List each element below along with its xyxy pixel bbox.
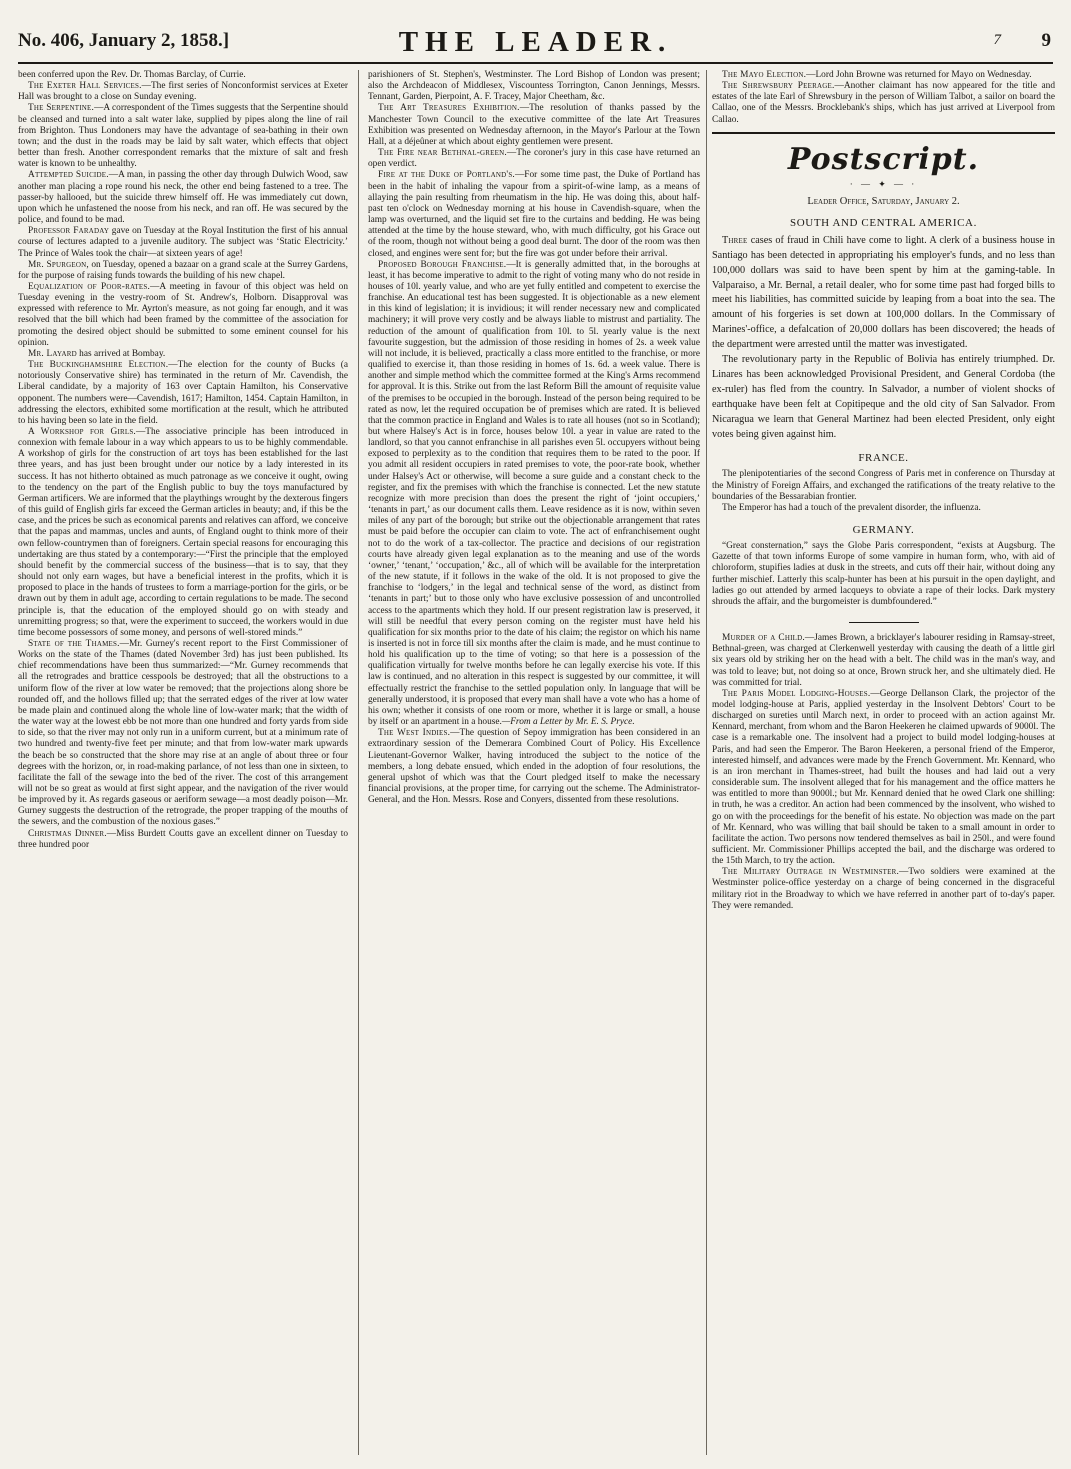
article-lead: Mr. Spurgeon, xyxy=(28,259,89,270)
article-text: —A correspondent of the Times suggests that the Serpentine should be cleansed and turned into a salt water lake, supplied by pipes along the line of rail from Brighton. Thus Londoners may have the advantage of sea-bathing in their own town; and the dust in the roads may be laid by salt water, which effects that object better than fresh. Another correspondent remarks that the mixture of salt and fresh water is known to be unhealthy. xyxy=(18,103,348,170)
column-3-bottom-articles xyxy=(712,633,1055,912)
article-lead: The Paris Model Lodging-Houses. xyxy=(722,688,871,699)
article-text: The revolutionary party in the Republic of Bolivia has entirely triumphed. Dr. Linares has been acknowledged Provisional President, and General Cordoba (the ex-ruler) has fled from the country. In Salvador, a number of violent shocks of earthquake have been felt at Copitipeque and the old city of San Salvador. From Nicaragua we learn that General Martinez had been elected President, only eight votes being given against him. xyxy=(712,354,1055,440)
article-paragraph xyxy=(712,541,1055,608)
article-lead: The Exeter Hall Services. xyxy=(28,81,142,92)
article-lead: The Art Treasures Exhibition. xyxy=(378,103,520,114)
article-text: been conferred upon the Rev. Dr. Thomas Barclay, of Currie. xyxy=(18,70,246,80)
article-lead: Equalization of Poor-rates. xyxy=(28,281,151,292)
article-paragraph xyxy=(712,234,1055,353)
article-paragraph xyxy=(712,81,1055,126)
newspaper-title: THE LEADER. xyxy=(398,26,673,58)
article-paragraph xyxy=(18,282,348,349)
article-lead: The West Indies. xyxy=(378,728,451,739)
article-lead: The Buckinghamshire Election. xyxy=(28,360,169,371)
article-paragraph xyxy=(712,689,1055,868)
article-text: —Two soldiers were examined at the Westminster police-office yesterday on a charge of being concerned in the disgraceful military riot in the Broadway to which we have referred in another part of to-day's paper. They were remanded. xyxy=(712,867,1055,911)
article-paragraph xyxy=(368,728,700,806)
section-south-america xyxy=(712,234,1055,443)
article-lead: Murder of a Child. xyxy=(722,633,805,644)
article-text: —A man, in passing the other day through Dulwich Wood, saw another man placing a rope round his neck, the other end being fastened to a tree. The passer-by hallooed, but the suicide threw himself off. He was immediately cut down, upon which he unfastened the noose from his neck, and ran off. He was secured by the police, and found to be mad. xyxy=(18,170,348,226)
article-paragraph xyxy=(368,70,700,103)
column-rule xyxy=(358,70,359,1455)
article-text: —The coroner's jury in this case have returned an open verdict. xyxy=(368,148,700,170)
article-paragraph xyxy=(18,829,348,851)
article-text: —The first series of Nonconformist services at Exeter Hall was brought to a close on Sunday evening. xyxy=(18,81,348,103)
column-3 xyxy=(712,70,1055,1462)
section-divider xyxy=(849,622,919,623)
article-text: —James Brown, a bricklayer's labourer residing in Ramsay-street, Bethnal-green, was charged at Clerkenwell yesterday with causing the death of a little girl six years old by striking her on the head with a belt. The child was in the man's way, and was told to leave; but, not doing so at once, Brown struck her, and she ultimately died. He was committed for trial. xyxy=(712,633,1055,688)
article-paragraph xyxy=(368,148,700,170)
article-paragraph xyxy=(712,503,1055,514)
article-paragraph xyxy=(712,867,1055,912)
article-paragraph xyxy=(18,81,348,103)
article-lead: The Mayo Election. xyxy=(722,70,807,80)
article-lead: Professor Faraday xyxy=(28,226,110,237)
article-paragraph xyxy=(18,349,348,360)
article-lead: A Workshop for Girls. xyxy=(28,427,136,437)
article-text: —The election for the county of Bucks (a notoriously Conservative shire) has terminated in the return of Mr. Cavendish, the Liberal candidate, by a majority of 163 over Captain Hamilton, his Conservative opponent. The numbers were—Cavendish, 1617; Hamilton, 1454. Captain Hamilton, in addressing the electors, exhibited some mortification at the result, which he attributed to his having been so late in the field. xyxy=(18,360,348,426)
article-lead: The Fire near Bethnal-green. xyxy=(378,148,507,159)
postscript-title: Postscript. xyxy=(787,141,980,177)
article-paragraph xyxy=(18,427,348,639)
section-heading-germany: GERMANY. xyxy=(852,524,915,537)
article-paragraph xyxy=(18,260,348,282)
article-text: —It is generally admitted that, in the boroughs at least, it has become imperative to admit to the right of voting many who do not reside in houses of 10l. yearly value, and who are yet fully entitled and competent to exercise the franchise. An educational test has been suggested. It is objectionable as a new element in this kind of legislation; it is invidious; it will render necessary new and complicated machinery; it will prove very costly and be always liable to mistrust and partiality. The reduction of the amount of qualification from 10l. to 5l. yearly value is the next favourite suggestion, but the admission of those residing in homes of 2s. a week value will not include, it is believed, practically a class more entitled to the franchise, or more qualified to exercise it, than those residing in homes of 1s. 6d. a week value. There is another and simple method which the committee formed at the King's Arms recommend for approval. It is this. Strike out from the last Reform Bill the amount of requisite value of the premises to be occupied in the borough. Instead of the person being required to be rated as now, let the required occupation be of premises which are rated. It is believed that the common practice in England and Wales is to rate all houses (not so in Scotland); but where Halsey's Act is in force, houses below 10l. a year in value are rated to the landlord, so that you cannot enfranchise in all parishes even 5l. occupyers without being exposed to perplexity as to the condition that requires them to be rated to the poor. If you admit all resident occupiers in rated premises to vote, the poor-rate book, whether under Halsey's Act or otherwise, will become a sure guide and a constant check to the register, and fix the premises with which the franchise is connected. Let the new statute recognize with more precision than does the present the right of ‘joint occupiers,’ ‘tenants in part,’ as our document calls them. Leave residence as it is now, within seven miles of any part of the borough; but strike out the objectionable arrangement that rates must be paid before the occupier can claim to vote. The act of enfranchisement ought not to do the work of a tax-collector. The practice and decisions of our registration courts have already given legal explanation as to the meaning and use of the words ‘owner,’ ‘tenant,’ ‘occupation,’ &c., all of which will be available for the interpretation of the new statute, if it follows in the wake of the old. It is not proposed to give the franchise to ‘lodgers,’ in the legal and technical sense of the word, as distinct from ‘tenants in part;’ but to those only who have exclusive possession of and uncontrolled access to the apartments which they hold. If our present registration law is preserved, it will still be needful that every person coming on the register must have held his qualification for six months prior to the date of his claim; the registor on which his name is inserted is not in force till six months after the claim is made, and he must continue to hold his qualification up to the time of voting; so that here is a possession of the qualification virtually for twelve months before he can legally exercise his vote. If this law is continued, and no alteration in this respect is suggested by our committee, it will effectually restrict the franchise to the settled population only. In language that will be generally understood, it is proposed that every man shall have a vote who has a home of his own; whether it consists of one room or more, whether it is large or small, a house by itself or an apartment in a house. xyxy=(368,259,700,728)
article-text: parishioners of St. Stephen's, Westminster. The Lord Bishop of London was present; also the Archdeacon of Middlesex, Viscountess Torrington, Canon Jennings, Messrs. Tennant, Garden, Pierpoint, A. F. Tracey, Major Cheetham, &c. xyxy=(368,70,700,103)
article-paragraph xyxy=(18,170,348,226)
column-rule xyxy=(706,70,707,1455)
article-lead: Attempted Suicide. xyxy=(28,170,109,181)
article-text: —Miss Burdett Coutts gave an excellent dinner on Tuesday to three hundred poor xyxy=(18,828,348,850)
article-text: cases of fraud in Chili have come to light. A clerk of a business house in Santiago has been detected in appropriating his employer's funds, and no less than 100,000 dollars was said to have been spent by him at the gaming-table. In Valparaiso, a Mr. Bernal, a retail dealer, who for some time past had forged bills to meet his liabilities, has committed suicide by leaping from a boat into the sea. The amount of his forgeries is set down at 100,000 dollars. In the Commissary of Marines'-office, a defalcation of 20,000 dollars has been discovered; the heads of the department were arrested until the matter was investigated. xyxy=(712,234,1055,351)
section-france xyxy=(712,469,1055,514)
article-paragraph xyxy=(18,639,348,829)
postscript-rule xyxy=(712,132,1055,134)
article-paragraph xyxy=(368,170,700,259)
article-text: —For some time past, the Duke of Portland has been in the habit of inhaling the vapour from a spirit-of-wine lamp, as a means of allaying the pain resulting from rheumatism in the hip. He was doing this, about half-past ten o'clock on Wednesday morning at his house in Cavendish-square, when the lamp was overturned, and the liquid set fire to the curtains and bedding. He was being attended at the time by the house steward, who, with much difficulty, got his Grace out of the room, though not without being a good deal burnt. The door of the room was then closed, and engines were sent for; but the fire was got under before their arrival. xyxy=(368,170,700,259)
pencil-mark: 7 xyxy=(993,32,1001,48)
column-1 xyxy=(18,70,348,1462)
article-paragraph xyxy=(712,633,1055,689)
ornament-divider: · — ✦ — · xyxy=(849,178,918,189)
issue-line: No. 406, January 2, 1858.] xyxy=(18,30,230,51)
article-paragraph xyxy=(18,226,348,259)
article-text: —Mr. Gurney's recent report to the First Commissioner of Works on the state of the Thames (dated November 3rd) has just been published. Its chief recommendations have been thus summarized:—“Mr. Gurney recommends that all the retrogrades and brattice cesspools be destroyed; that all the obstructions to a uniform flow of the river at low water be removed; that the projections along shore be rounded off, and the hollows filled up; that the serrated edges of the river at low water be made plain and continued along the whole line of low-water mark; that the width of the water way at the lowest ebb be not more than one hundred and forty yards from side to side, so that the river may not only run in a uniform current, but at a minimum rate of two hundred and twenty-five feet per minute; and that from low-water mark upwards the beach be so constructed that the shore may rise at an angle of about three or four degrees with the horizon, or, in road-making parlance, of not less than one in sixteen, to facilitate the fall of the sewage into the bed of the river. The cost of this arrangement will not be so great as would at first sight appear, and the navigation of the river would be improved by it. As regards gaseous or aeriform sewage—a most deadly poison—Mr. Gurney suggests the destruction of the retrograde, the proper trapping of the mouths of the sewers, and the combustion of the noxious gases.” xyxy=(18,638,348,828)
article-paragraph xyxy=(368,103,700,148)
postscript-dateline: Leader Office, Saturday, January 2. xyxy=(807,195,960,207)
article-lead: The Shrewsbury Peerage. xyxy=(722,81,835,92)
article-paragraph xyxy=(712,353,1055,442)
article-text: “Great consternation,” says the Globe Paris correspondent, “exists at Augsburg. The Gazette of that town informs Europe of some vampire in human form, who, with aid of chloroform, stupifies ladies at dusk in the streets, and cuts off their hair, without doing any further mischief. Latterly this scalp-hunter has been at his pursuit in the open daylight, and ladies go out attended by armed lacqueys to obviate a rape of their locks. Dark mystery shrouds the affair, and the burgomeister is dumbfoundered.” xyxy=(712,541,1055,607)
article-text: —Lord John Browne was returned for Mayo on Wednesday. xyxy=(806,70,1032,80)
article-lead: The Serpentine. xyxy=(28,103,95,114)
article-text: —The associative principle has been introduced in connexion with female labour in a way which appears to us to be highly commendable. A workshop of girls for the construction of art toys has been established for the last three years, and has just been brought under our notice by a lady interested in its success. It has not hitherto obtained as much patronage as we conceive it ought, owing to the tendency on the part of the English public to buy the toys manufactured by German artificers. We are informed that the playthings wrought by the dexterous fingers of this guild of English girls far exceed the German articles in beauty; and, if this be the case, and the prices be such as economical parents and relatives can afford, we conceive that the papas and mammas, uncles and aunts, of England ought to think more of their own fellow-countrymen than of foreigners. Certain special reasons for encouraging this undertaking are thus stated by a contemporary:—“First the principle that the employed should benefit by the commercial success of the business—that is to say, that they should not only earn wages, but have a beneficial interest in the profits, which it is proposed to place in the hands of trustees to form a marriage-portion for the girls, or be drawn out by them in adult age, according to certain regulations to be made. The second principle is, that the education of the employed should go on with steady and unremitting progress; so that, were the experiment to succeed, the workers would in due time become possessors of some money, and persons of well-stored minds.” xyxy=(18,427,348,638)
article-paragraph xyxy=(712,70,1055,81)
article-text: has arrived at Bombay. xyxy=(76,348,166,359)
article-paragraph xyxy=(368,260,700,729)
article-text: on Tuesday, opened a bazaar on a grand scale at the Surrey Gardens, for the purpose of raising funds towards the building of his new chapel. xyxy=(18,259,348,281)
article-attribution: —From a Letter by Mr. E. S. Pryce. xyxy=(501,717,635,728)
article-text: —The resolution of thanks passed by the Manchester Town Council to the executive committee of the late Art Treasures Exhibition was presented on Wednesday afternoon, in the Mayor's Parlour at the Town Hall, at a déjeûner at which about eighty gentlemen were present. xyxy=(368,103,700,147)
article-lead: The Military Outrage in Westminster. xyxy=(722,867,900,878)
article-text: The plenipotentiaries of the second Congress of Paris met in conference on Thursday at the Ministry of Foreign Affairs, and exchanged the ratifications of the treaty relative to the boundaries of the Bessarabian frontier. xyxy=(712,469,1055,502)
article-text: —Another claimant has now appeared for the title and estates of the late Earl of Shrewsbury in the person of William Talbot, a sailor on board the Callao, one of the Messrs. Brocklebank's ships, which has just arrived at Liverpool from Callao. xyxy=(712,81,1055,125)
column-2 xyxy=(368,70,700,1462)
masthead xyxy=(18,26,1053,64)
column-3-top-articles xyxy=(712,70,1055,126)
section-heading-france: FRANCE. xyxy=(858,452,909,465)
article-paragraph xyxy=(18,103,348,170)
article-text: The Emperor has had a touch of the prevalent disorder, the influenza. xyxy=(722,502,981,513)
section-germany xyxy=(712,541,1055,608)
section-heading-south-america: SOUTH AND CENTRAL AMERICA. xyxy=(790,216,977,229)
article-paragraph xyxy=(18,360,348,427)
article-lead: Three xyxy=(722,234,748,246)
article-lead: Proposed Borough Franchise. xyxy=(378,259,507,270)
article-paragraph xyxy=(712,469,1055,502)
article-text: —A meeting in favour of this object was held on Tuesday evening in the vestry-room of St. Andrew's, Holborn. Disapproval was expressed with reference to Mr. Ayrton's measure, as not going far enough, and it was resolved that the bill which had been framed by the committee of the association for promoting the desired object should be submitted to some eminent counsel for his opinion. xyxy=(18,281,348,348)
article-text: gave on Tuesday at the Royal Institution the first of his annual course of lectures adapted to a juvenile auditory. The subject was ‘Static Electricity.’ The Prince of Wales took the chair—at sixteen years of age! xyxy=(18,226,348,259)
page-number: 9 xyxy=(1041,30,1051,51)
article-lead: State of the Thames. xyxy=(28,638,120,649)
article-lead: Mr. Layard xyxy=(28,348,77,359)
article-text: —George Dellanson Clark, the projector of the model lodging-house at Paris, applied yesterday in the Insolvent Debtors' Court to be discharged on sureties until March next, in order to proceed with an action against Mr. Kennard, merchant, from whom and the Baron Heekeren he claimed upwards of 9000l. The case is a remarkable one. The insolvent had a project to build model lodging-houses at Paris, and had seen the Emperor. The Baron Heekeren, a personal friend of the Emperor, interested himself, and advances were made by the French Government. Mr. Kennard, who is an iron merchant in Thames-street, had built the houses and had laid out a very considerable sum. The insolvent alleged that for his management and the office matters he was entitled to more than 9000l.; but Mr. Kennard denied that he owed Clark one shilling: in truth, he was a creditor. An action had been commenced by the insolvent, who wished to go on with the proceedings for the benefit of his estate. No objection was made on the part of Mr. Kennard, who was willing that bail should be taken to a small amount in order to facilitate the action. Two persons now tendered themselves as bail in 250l., and were found sufficient. Mr. Commissioner Phillips accepted the bail, and the discharge was ordered to the 15th March, to try the action. xyxy=(712,688,1055,867)
article-lead: Fire at the Duke of Portland's. xyxy=(378,170,515,181)
article-text: —The question of Sepoy immigration has been considered in an extraordinary session of the Demerara Combined Court of Policy. His Excellence Lieutenant-Governor Walker, having introduced the subject to the notice of the members, a long debate ensued, which ended in the adoption of four resolutions, the general upshot of which was that the Court pledged itself to make the necessary financial provisions, at the proper time, for carrying out the scheme. The Administrator-General, and the Hon. Messrs. Rose and Conyers, dissented from these resolutions. xyxy=(368,728,700,806)
article-paragraph xyxy=(18,70,348,81)
article-lead: Christmas Dinner. xyxy=(28,828,107,839)
